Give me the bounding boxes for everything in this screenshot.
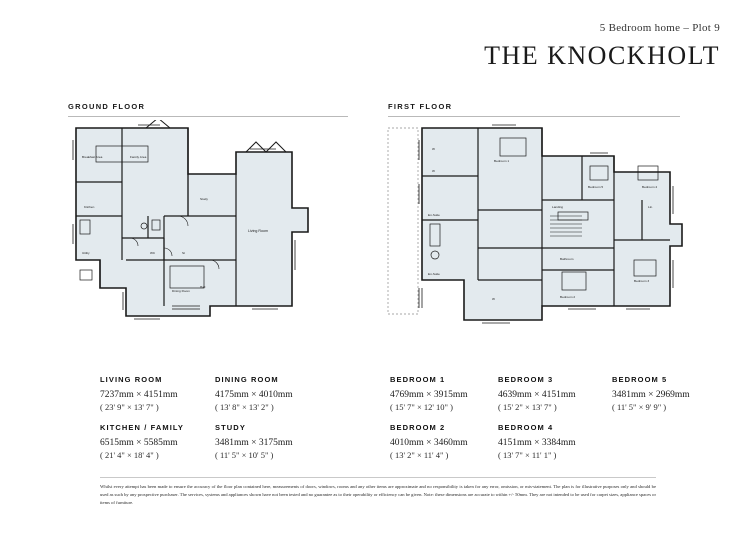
room-label-study: Study — [200, 197, 208, 201]
page-header — [484, 22, 720, 71]
spec-name: STUDY — [215, 422, 246, 432]
room-label-ensuite-1: En-Suite — [428, 213, 440, 217]
spec-imperial: ( 23' 9" × 13' 7" ) — [100, 401, 159, 412]
ground-floor-label: GROUND FLOOR — [68, 102, 146, 111]
page-title: THE KNOCKHOLT — [484, 41, 720, 70]
spec-imperial: ( 13' 2" × 11' 4" ) — [390, 449, 449, 460]
spec-bedroom-5 — [612, 375, 748, 412]
spec-column-5 — [612, 375, 748, 423]
spec-study — [215, 423, 360, 460]
room-label-ensuite-2: En-Suite — [428, 272, 440, 276]
room-label-landing: Landing — [552, 205, 564, 209]
room-label-store: St — [182, 251, 185, 255]
room-label-bathroom: Bathroom — [560, 257, 574, 261]
spec-imperial: ( 15' 7" × 12' 10" ) — [390, 401, 453, 412]
room-label-dining-room: Dining Room — [172, 289, 190, 293]
spec-imperial: ( 13' 7" × 11' 1" ) — [498, 449, 557, 460]
room-schedule — [0, 375, 748, 465]
room-label-bedroom-5: Bedroom 5 — [588, 185, 604, 189]
first-floor-label: FIRST FLOOR — [388, 102, 453, 111]
spec-metric: 3481mm × 2969mm — [612, 390, 690, 400]
first-floor-plan — [382, 120, 692, 335]
spec-metric: 7237mm × 4151mm — [100, 390, 178, 400]
spec-imperial: ( 11' 5" × 10' 5" ) — [215, 449, 274, 460]
room-label-breakfast-area: Breakfast Area — [82, 155, 103, 159]
ground-floor-plan — [60, 120, 360, 335]
room-label-bedroom-1: Bedroom 1 — [494, 159, 510, 163]
spec-metric: 4639mm × 4151mm — [498, 390, 576, 400]
room-label-linen: Lin. — [648, 205, 653, 209]
spec-column-2 — [215, 375, 360, 471]
spec-imperial: ( 21' 4" × 18' 4" ) — [100, 449, 159, 460]
room-label-wardrobe-1: W — [432, 147, 435, 151]
spec-metric: 4010mm × 3460mm — [390, 437, 468, 448]
spec-metric: 6515mm × 5585mm — [100, 437, 178, 448]
room-label-wc: WC — [150, 251, 156, 255]
plot-subtitle: 5 Bedroom home – Plot 9 — [599, 22, 720, 34]
spec-metric: 4151mm × 3384mm — [498, 437, 576, 448]
room-label-living-room: Living Room — [248, 229, 268, 233]
room-label-hall: Hall — [200, 285, 206, 289]
spec-name: DINING ROOM — [215, 375, 279, 384]
spec-name: BEDROOM 3 — [498, 375, 554, 384]
room-label-kitchen: Kitchen — [84, 205, 95, 209]
room-label-wardrobe-2: W — [432, 169, 435, 173]
room-label-bedroom-3: Bedroom 3 — [634, 279, 650, 283]
spec-name: LIVING ROOM — [100, 375, 163, 384]
disclaimer-text: Whilst every attempt has been made to ensure the accuracy of the floor plan contained here, measurements of doors, windows, rooms and any other items are approximate and no responsibility is taken for any error, omission, or mis-statement. The plan is for illustrative purposes only and should be used as such by any prospective purchaser. The services, systems and appliances shown have not been tested and no guarantee as to their operability or efficiency can be given. Note: these dimensions are accurate to within +/- 50mm. They are not intended to be used for carpet sizes, appliance spaces or items of furniture. — [100, 484, 656, 506]
spec-metric: 4769mm × 3915mm — [390, 390, 468, 400]
first-floor-divider — [388, 116, 680, 117]
spec-name: BEDROOM 5 — [612, 375, 668, 384]
spec-name: KITCHEN / FAMILY — [100, 422, 184, 432]
disclaimer-divider — [100, 477, 656, 478]
spec-dining-room — [215, 375, 360, 412]
spec-imperial: ( 13' 8" × 13' 2" ) — [215, 401, 274, 412]
spec-imperial: ( 11' 5" × 9' 9" ) — [612, 401, 667, 412]
room-label-wardrobe-3: W — [492, 297, 495, 301]
spec-name: BEDROOM 4 — [498, 422, 554, 432]
room-label-bedroom-2: Bedroom 2 — [560, 295, 576, 299]
ground-floor-divider — [68, 116, 348, 117]
spec-name: BEDROOM 2 — [390, 422, 446, 432]
spec-bedroom-4 — [498, 423, 643, 460]
room-label-bedroom-4: Bedroom 4 — [642, 185, 658, 189]
spec-metric: 3481mm × 3175mm — [215, 437, 293, 448]
room-label-utility: Utility — [82, 251, 90, 255]
spec-metric: 4175mm × 4010mm — [215, 390, 293, 400]
spec-name: BEDROOM 1 — [390, 375, 446, 384]
spec-imperial: ( 15' 2" × 13' 7" ) — [498, 401, 557, 412]
room-label-family-area: Family Area — [130, 155, 147, 159]
